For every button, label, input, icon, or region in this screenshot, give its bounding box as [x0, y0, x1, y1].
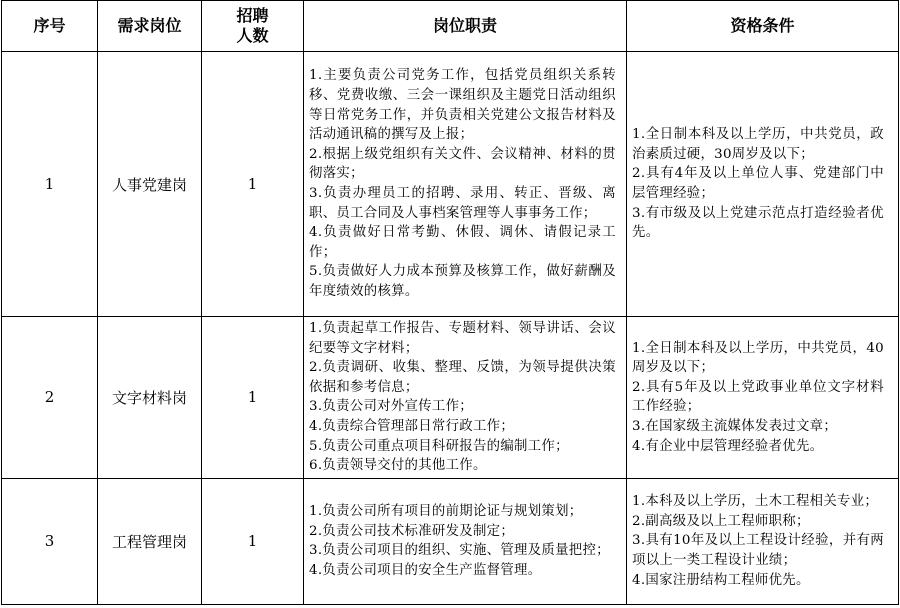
requirement-item: 1.全日制本科及以上学历，中共党员，政治素质过硬，30周岁及以下； [632, 127, 884, 162]
table-row [2, 52, 899, 317]
row-index: 2 [2, 317, 98, 479]
duty-item: 6.负责领导交付的其他工作。 [309, 458, 487, 474]
duty-item: 5.负责公司重点项目科研报告的编制工作； [309, 438, 569, 454]
duty-item: 2.负责公司技术标准研发及制定； [309, 523, 515, 539]
header-headcount-text: 招聘 人数 [236, 6, 269, 45]
duty-item: 4.负责公司项目的安全生产监督管理。 [309, 562, 542, 578]
requirement-item: 2.具有5年及以上党政事业单位文字材料工作经验； [632, 379, 884, 415]
duty-item: 3.负责公司项目的组织、实施、管理及质量把控； [309, 543, 610, 559]
requirement-item: 4.有企业中层管理经验者优先。 [632, 438, 824, 454]
table-row [2, 317, 899, 479]
row-index: 1 [2, 52, 98, 317]
duty-item: 4.负责做好日常考勤、休假、调休、请假记录工作； [309, 225, 616, 260]
header-headcount [202, 1, 304, 52]
requirement-item: 1.本科及以上学历，土木工程相关专业； [632, 494, 879, 510]
row-index: 3 [2, 478, 98, 604]
duty-item: 1.主要负责公司党务工作，包括党员组织关系转移、党费收缴、三会一课组织及主题党日活动组织等日常党务工作，并负责相关党建公文报告材料及活动通讯稿的撰写及上报； [309, 68, 616, 143]
duty-item: 2.根据上级党组织有关文件、会议精神、材料的贯彻落实； [309, 146, 616, 182]
header-requirements: 资格条件 [627, 1, 899, 52]
table-row [2, 478, 899, 604]
requirement-item: 1.全日制本科及以上学历，中共党员，40周岁及以下； [632, 340, 884, 376]
duty-item: 2.负责调研、收集、整理、反馈，为领导提供决策依据和参考信息； [309, 360, 616, 395]
duty-item: 5.负责做好人力成本预算及核算工作，做好薪酬及年度绩效的核算。 [309, 264, 616, 299]
requirement-item: 4.国家注册结构工程师优先。 [632, 572, 810, 588]
duty-item: 1.负责起草工作报告、专题材料、领导讲话、会议纪要等文字材料； [309, 321, 616, 356]
header-index: 序号 [2, 1, 98, 52]
recruitment-table [1, 0, 899, 605]
requirement-item: 2.具有4年及以上单位人事、党建部门中层管理经验； [632, 166, 884, 201]
row-requirements [627, 52, 899, 317]
row-duties [304, 478, 627, 604]
requirement-item: 3.在国家级主流媒体发表过文章； [632, 418, 838, 434]
duty-item: 3.负责公司对外宣传工作； [309, 399, 473, 415]
requirement-item: 2.副高级及以上工程师职称； [632, 513, 810, 529]
row-headcount: 1 [202, 52, 304, 317]
row-position: 工程管理岗 [98, 478, 202, 604]
duty-item: 4.负责综合管理部日常行政工作； [309, 418, 515, 434]
duty-item: 1.负责公司所有项目的前期论证与规划策划； [309, 504, 583, 520]
header-row [2, 1, 899, 52]
row-requirements [627, 317, 899, 479]
row-headcount: 1 [202, 478, 304, 604]
row-position: 人事党建岗 [98, 52, 202, 317]
requirement-item: 3.具有10年及以上工程设计经验，并有两项以上一类工程设计业绩； [632, 533, 884, 569]
header-position: 需求岗位 [98, 1, 202, 52]
row-duties [304, 317, 627, 479]
row-headcount: 1 [202, 317, 304, 479]
duty-item: 3.负责办理员工的招聘、录用、转正、晋级、离职、员工合同及人事档案管理等人事事务工作； [309, 186, 616, 221]
row-requirements [627, 478, 899, 604]
row-duties [304, 52, 627, 317]
row-position: 文字材料岗 [98, 317, 202, 479]
header-duties: 岗位职责 [304, 1, 627, 52]
requirement-item: 3.有市级及以上党建示范点打造经验者优先。 [632, 205, 884, 241]
